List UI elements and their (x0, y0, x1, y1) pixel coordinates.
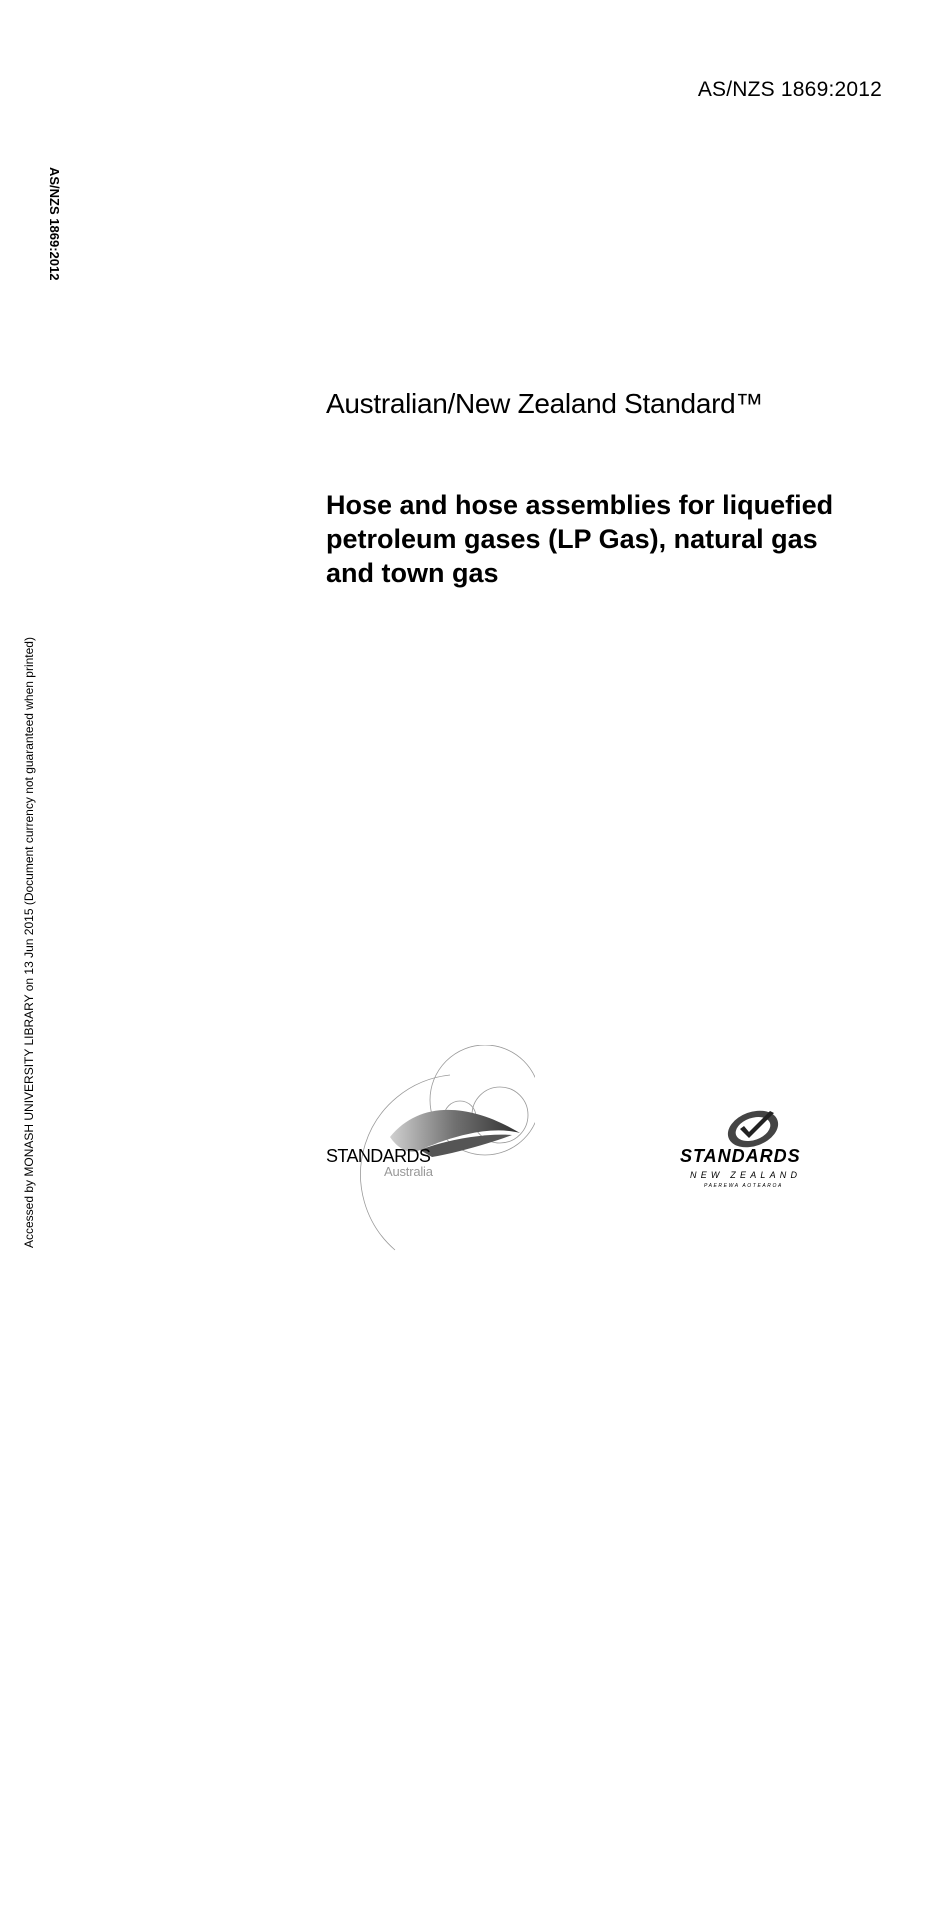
standards-nz-tick-icon (718, 1105, 788, 1151)
standards-nz-word: STANDARDS (680, 1146, 801, 1166)
standard-label: Australian/New Zealand Standard™ (326, 388, 764, 419)
standards-nz-sub-maori: PAEREWA AOTEAROA (704, 1183, 783, 1189)
standards-australia-sub: Australia (384, 1164, 433, 1179)
document-title (326, 488, 886, 590)
document-code: AS/NZS 1869:2012 (697, 78, 882, 101)
access-note-text: Accessed by MONASH UNIVERSITY LIBRARY on 13 Jun 2015 (Document currency not guaranteed when printed) (22, 637, 36, 1248)
title-line: Hose and hose assemblies for liquefied (326, 490, 834, 520)
title-line: petroleum gases (LP Gas), natural gas (326, 524, 818, 554)
title-line: and town gas (326, 558, 499, 588)
standards-nz-sub: NEW ZEALAND (690, 1170, 802, 1180)
access-note (22, 637, 38, 1908)
spine-code-text: AS/NZS 1869:2012 (47, 167, 62, 281)
standards-australia-word: STANDARDS (326, 1146, 431, 1166)
spine-document-code (40, 167, 62, 307)
